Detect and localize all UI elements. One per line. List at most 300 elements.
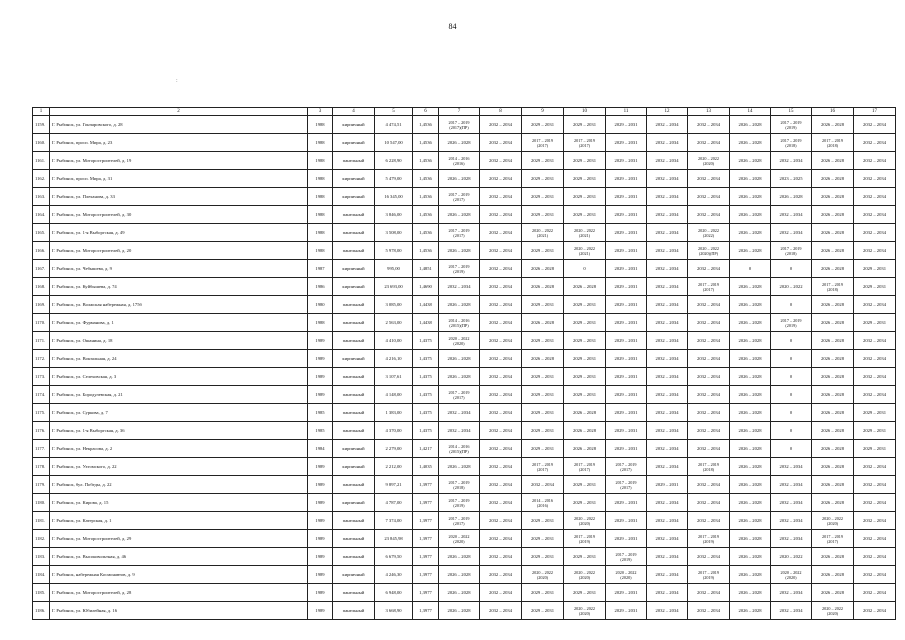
table-cell: 4 787,00 bbox=[375, 494, 413, 512]
table-cell: 2029 – 2031 bbox=[522, 422, 564, 440]
table-cell: 2026 – 2028 bbox=[812, 296, 854, 314]
table-cell: 2026 – 2028 bbox=[730, 242, 771, 260]
table-cell: 2029 – 2031 bbox=[606, 116, 647, 134]
table-cell: 2017 – 2019 (2019) bbox=[439, 494, 480, 512]
table-cell: 2032 – 2034 bbox=[647, 170, 688, 188]
table-cell: 2026 – 2028 bbox=[730, 116, 771, 134]
table-cell: 1985 bbox=[308, 422, 333, 440]
table-cell: 2029 – 2031 bbox=[606, 278, 647, 296]
table-cell: 2029 – 2031 bbox=[606, 530, 647, 548]
table-cell: Г. Рыбинск, ул. Куйбышева, д. 74 bbox=[50, 278, 308, 296]
table-cell: 2026 – 2028 bbox=[771, 188, 812, 206]
table-cell: 2029 – 2031 bbox=[854, 314, 896, 332]
table-cell: 2026 – 2028 bbox=[730, 602, 771, 620]
table-cell: 2032 – 2034 bbox=[688, 188, 730, 206]
housing-repair-table bbox=[32, 107, 896, 620]
table-cell: 2029 – 2031 bbox=[522, 386, 564, 404]
table-cell: 2026 – 2028 bbox=[812, 386, 854, 404]
table-cell: 2026 – 2028 bbox=[439, 458, 480, 476]
column-header: 6 bbox=[413, 108, 439, 116]
table-cell: 2026 – 2028 bbox=[812, 350, 854, 368]
table-cell: 2026 – 2028 bbox=[730, 476, 771, 494]
table-cell: 1175. bbox=[33, 404, 50, 422]
table-cell: 1170. bbox=[33, 314, 50, 332]
table-cell: 2029 – 2031 bbox=[522, 530, 564, 548]
table-cell: 2014 – 2016 (2015)(ПР) bbox=[439, 314, 480, 332]
table-cell: 2029 – 2031 bbox=[606, 350, 647, 368]
column-header: 11 bbox=[606, 108, 647, 116]
table-cell: 2032 – 2034 bbox=[771, 224, 812, 242]
table-cell: 2029 – 2031 bbox=[564, 188, 606, 206]
table-cell: 1,4375 bbox=[413, 332, 439, 350]
table-cell: 1988 bbox=[308, 224, 333, 242]
table-cell: 2026 – 2028 bbox=[439, 296, 480, 314]
table-cell: 2032 – 2034 bbox=[480, 170, 522, 188]
table-cell: 2029 – 2031 bbox=[522, 440, 564, 458]
table-cell: кирпичный bbox=[333, 494, 375, 512]
table-cell: Г. Рыбинск, ул. Плеханова, д. 33 bbox=[50, 188, 308, 206]
table-cell: 2032 – 2034 bbox=[647, 566, 688, 584]
table-cell: 1184. bbox=[33, 566, 50, 584]
table-cell: 1,4536 bbox=[413, 134, 439, 152]
table-cell: Г. Рыбинск, ул. Моторостроителей, д. 29 bbox=[50, 530, 308, 548]
table-cell: 2029 – 2031 bbox=[606, 332, 647, 350]
table-cell: панельный bbox=[333, 584, 375, 602]
table-cell: 2032 – 2034 bbox=[688, 548, 730, 566]
table-row bbox=[33, 170, 896, 188]
table-cell: 2032 – 2034 bbox=[688, 314, 730, 332]
table-cell: 2029 – 2031 bbox=[522, 404, 564, 422]
table-cell: 1988 bbox=[308, 242, 333, 260]
table-cell: 2026 – 2028 bbox=[812, 404, 854, 422]
table-cell: 2026 – 2028 bbox=[812, 152, 854, 170]
table-cell: 4 474,51 bbox=[375, 116, 413, 134]
table-cell: панельный bbox=[333, 476, 375, 494]
table-cell: 1,4375 bbox=[413, 350, 439, 368]
table-cell: 2026 – 2028 bbox=[730, 584, 771, 602]
table-cell: 2026 – 2028 bbox=[730, 206, 771, 224]
table-cell: 2032 – 2034 bbox=[688, 602, 730, 620]
table-cell: Г. Рыбинск, бул. Победы, д. 22 bbox=[50, 476, 308, 494]
table-cell: 2029 – 2031 bbox=[606, 314, 647, 332]
table-cell: 0 bbox=[564, 260, 606, 278]
table-cell: 1160. bbox=[33, 134, 50, 152]
table-cell: 2032 – 2034 bbox=[854, 530, 896, 548]
table-cell: 1181. bbox=[33, 512, 50, 530]
table-cell: 1988 bbox=[308, 170, 333, 188]
table-cell: 2026 – 2028 bbox=[812, 548, 854, 566]
table-cell: Г. Рыбинск, ул. Моторостроителей, д. 28 bbox=[50, 584, 308, 602]
table-cell: 2032 – 2034 bbox=[688, 296, 730, 314]
table-cell: 2029 – 2031 bbox=[564, 170, 606, 188]
table-cell: 2026 – 2028 bbox=[439, 368, 480, 386]
table-cell: 2026 – 2028 bbox=[730, 548, 771, 566]
table-cell: панельный bbox=[333, 386, 375, 404]
table-cell: 2032 – 2034 bbox=[854, 242, 896, 260]
table-cell: Г. Рыбинск, ул. Волжская набережная, д. 175б bbox=[50, 296, 308, 314]
table-cell: 2029 – 2031 bbox=[606, 206, 647, 224]
table-cell: 2026 – 2028 bbox=[730, 512, 771, 530]
table-cell: 2032 – 2034 bbox=[771, 206, 812, 224]
table-cell: 2032 – 2034 bbox=[480, 278, 522, 296]
table-cell: 2026 – 2028 bbox=[439, 548, 480, 566]
table-cell: 2029 – 2031 bbox=[606, 260, 647, 278]
stray-mark: : bbox=[176, 78, 178, 84]
table-cell: 2029 – 2031 bbox=[564, 332, 606, 350]
table-cell: панельный bbox=[333, 296, 375, 314]
table-row bbox=[33, 242, 896, 260]
table-cell: 2017 – 2019 (2017) bbox=[564, 458, 606, 476]
table-cell: 2032 – 2034 bbox=[688, 494, 730, 512]
table-cell: 2032 – 2034 bbox=[854, 368, 896, 386]
table-cell: 2029 – 2031 bbox=[522, 512, 564, 530]
table-cell: 2026 – 2028 bbox=[812, 440, 854, 458]
table-cell: 2032 – 2034 bbox=[647, 386, 688, 404]
table-cell: Г. Рыбинск, ул. Моторостроителей, д. 20 bbox=[50, 242, 308, 260]
table-cell: 2032 – 2034 bbox=[688, 206, 730, 224]
table-cell: 2026 – 2028 bbox=[812, 476, 854, 494]
table-cell: 2020 – 2022 (2021) bbox=[522, 224, 564, 242]
table-cell: 1,4375 bbox=[413, 368, 439, 386]
table-cell: 4 148,00 bbox=[375, 386, 413, 404]
table-cell: 2026 – 2028 bbox=[439, 584, 480, 602]
table-cell: 2026 – 2028 bbox=[812, 314, 854, 332]
table-cell: 2032 – 2034 bbox=[647, 350, 688, 368]
table-cell: 2029 – 2031 bbox=[854, 422, 896, 440]
table-cell: 2032 – 2034 bbox=[480, 260, 522, 278]
column-header: 10 bbox=[564, 108, 606, 116]
table-cell: панельный bbox=[333, 206, 375, 224]
table-cell: 2032 – 2034 bbox=[480, 458, 522, 476]
table-cell: 3 846,00 bbox=[375, 206, 413, 224]
table-cell: 2032 – 2034 bbox=[647, 134, 688, 152]
table-cell: 2026 – 2028 bbox=[730, 404, 771, 422]
table-cell: 1,4536 bbox=[413, 224, 439, 242]
table-cell: 1164. bbox=[33, 206, 50, 224]
table-cell: 2020 – 2022 (2020) bbox=[606, 566, 647, 584]
table-cell: Г. Рыбинск, ул. 1-я Выборгская, д. 36 bbox=[50, 422, 308, 440]
table-cell: 2014 – 2016 (2016) bbox=[439, 152, 480, 170]
table-cell: 0 bbox=[771, 386, 812, 404]
table-cell: 1,3977 bbox=[413, 476, 439, 494]
table-cell: 2029 – 2031 bbox=[606, 152, 647, 170]
table-row bbox=[33, 548, 896, 566]
table-cell: 2032 – 2034 bbox=[480, 224, 522, 242]
table-cell: 2017 – 2019 (2017) bbox=[688, 278, 730, 296]
table-cell: 2029 – 2031 bbox=[522, 296, 564, 314]
table-cell: 2017 – 2019 (2019) bbox=[688, 530, 730, 548]
table-cell: 2029 – 2031 bbox=[854, 278, 896, 296]
table-cell: Г. Рыбинск, просп. Мира, д. 31 bbox=[50, 170, 308, 188]
table-cell: 2029 – 2031 bbox=[522, 116, 564, 134]
table-cell: 1166. bbox=[33, 242, 50, 260]
table-cell: 2032 – 2034 bbox=[439, 278, 480, 296]
table-cell: 1989 bbox=[308, 548, 333, 566]
table-cell: 2032 – 2034 bbox=[480, 566, 522, 584]
table-cell: 6 679,50 bbox=[375, 548, 413, 566]
table-cell: 2020 – 2022 (2020) bbox=[812, 602, 854, 620]
table-cell: 2029 – 2031 bbox=[606, 494, 647, 512]
table-cell: 2026 – 2028 bbox=[812, 458, 854, 476]
table-cell: 2032 – 2034 bbox=[688, 350, 730, 368]
table-cell: 995,00 bbox=[375, 260, 413, 278]
table-cell: 2029 – 2031 bbox=[606, 422, 647, 440]
table-cell: 1989 bbox=[308, 584, 333, 602]
table-row bbox=[33, 278, 896, 296]
table-cell: 2029 – 2031 bbox=[606, 584, 647, 602]
column-header: 16 bbox=[812, 108, 854, 116]
table-cell: 0 bbox=[771, 260, 812, 278]
table-row bbox=[33, 602, 896, 620]
table-cell: 2029 – 2031 bbox=[564, 152, 606, 170]
table-cell: 2020 – 2022 (2020) bbox=[564, 512, 606, 530]
table-cell: 2029 – 2031 bbox=[854, 260, 896, 278]
table-cell: 2017 – 2019 (2019) bbox=[688, 566, 730, 584]
table-cell: кирпичный bbox=[333, 260, 375, 278]
table-cell: 2032 – 2034 bbox=[688, 332, 730, 350]
table-cell: 1173. bbox=[33, 368, 50, 386]
table-cell: 1 383,00 bbox=[375, 404, 413, 422]
table-cell: 1989 bbox=[308, 350, 333, 368]
table-cell: 2026 – 2028 bbox=[812, 422, 854, 440]
table-cell: 2026 – 2028 bbox=[730, 530, 771, 548]
table-cell: панельный bbox=[333, 602, 375, 620]
table-cell: 2029 – 2031 bbox=[606, 242, 647, 260]
table-cell: 2020 – 2022 (2020) bbox=[812, 512, 854, 530]
table-cell: кирпичный bbox=[333, 350, 375, 368]
table-cell: Г. Рыбинск, ул. Ошанина, д. 18 bbox=[50, 332, 308, 350]
table-cell: 2026 – 2028 bbox=[564, 278, 606, 296]
table-cell: 2032 – 2034 bbox=[688, 368, 730, 386]
table-cell: 2026 – 2028 bbox=[812, 332, 854, 350]
table-cell: кирпичный bbox=[333, 440, 375, 458]
table-cell: 0 bbox=[771, 350, 812, 368]
table-cell: 2032 – 2034 bbox=[688, 260, 730, 278]
table-cell: 5 479,00 bbox=[375, 170, 413, 188]
table-cell: 2026 – 2028 bbox=[730, 152, 771, 170]
table-cell: 2032 – 2034 bbox=[647, 368, 688, 386]
table-row bbox=[33, 440, 896, 458]
table-cell: 2026 – 2028 bbox=[812, 584, 854, 602]
table-cell: 2032 – 2034 bbox=[854, 602, 896, 620]
table-cell: 2029 – 2031 bbox=[564, 494, 606, 512]
table-cell: 1988 bbox=[308, 134, 333, 152]
table-cell: 2023 – 2025 bbox=[771, 170, 812, 188]
column-header: 2 bbox=[50, 108, 308, 116]
table-row bbox=[33, 530, 896, 548]
table-cell: 2032 – 2034 bbox=[854, 170, 896, 188]
table-cell: Г. Рыбинск, ул. Селеховская, д. 3 bbox=[50, 368, 308, 386]
table-cell: 2032 – 2034 bbox=[522, 476, 564, 494]
table-cell: 2032 – 2034 bbox=[480, 476, 522, 494]
column-header: 12 bbox=[647, 108, 688, 116]
table-cell: 2032 – 2034 bbox=[480, 152, 522, 170]
table-cell: 2029 – 2031 bbox=[606, 440, 647, 458]
table-cell: 7 374,00 bbox=[375, 512, 413, 530]
table-cell: 2032 – 2034 bbox=[480, 602, 522, 620]
table-cell: 2032 – 2034 bbox=[771, 494, 812, 512]
table-cell: 2032 – 2034 bbox=[647, 296, 688, 314]
table-cell: 2029 – 2031 bbox=[564, 296, 606, 314]
table-cell: 2029 – 2031 bbox=[564, 350, 606, 368]
table-cell: 2026 – 2028 bbox=[730, 422, 771, 440]
table-cell: 2017 – 2019 (2017) bbox=[439, 188, 480, 206]
table-cell: панельный bbox=[333, 548, 375, 566]
table-cell: 0 bbox=[771, 422, 812, 440]
table-cell: 23 845,98 bbox=[375, 530, 413, 548]
table-cell: 1168. bbox=[33, 278, 50, 296]
table-cell: 2014 – 2016 (2015)(ПР) bbox=[439, 440, 480, 458]
table-cell: 2032 – 2034 bbox=[480, 332, 522, 350]
table-cell: 2032 – 2034 bbox=[647, 332, 688, 350]
table-cell: 2017 – 2019 (2017) bbox=[606, 458, 647, 476]
table-cell: 2029 – 2031 bbox=[854, 440, 896, 458]
table-cell: 2032 – 2034 bbox=[647, 602, 688, 620]
table-row bbox=[33, 368, 896, 386]
column-header: 9 bbox=[522, 108, 564, 116]
table-row bbox=[33, 566, 896, 584]
table-cell: 2032 – 2034 bbox=[647, 584, 688, 602]
table-cell: кирпичный bbox=[333, 188, 375, 206]
table-cell: 2032 – 2034 bbox=[854, 512, 896, 530]
table-cell: 2026 – 2028 bbox=[730, 296, 771, 314]
table-cell: 2026 – 2028 bbox=[730, 440, 771, 458]
table-cell: 1989 bbox=[308, 386, 333, 404]
table-cell: 2032 – 2034 bbox=[480, 440, 522, 458]
table-cell: 2032 – 2034 bbox=[647, 530, 688, 548]
table-cell: Г. Рыбинск, ул. Чебышева, д. 9 bbox=[50, 260, 308, 278]
table-cell: 2020 – 2022 (2020) bbox=[439, 332, 480, 350]
table-cell: 2032 – 2034 bbox=[647, 548, 688, 566]
table-cell: 1183. bbox=[33, 548, 50, 566]
table-cell: 2017 – 2019 (2017) bbox=[812, 530, 854, 548]
table-cell: 2020 – 2022 (2020) bbox=[439, 530, 480, 548]
table-cell: 2026 – 2028 bbox=[439, 170, 480, 188]
table-cell: 2026 – 2028 bbox=[439, 134, 480, 152]
table-cell: 1988 bbox=[308, 206, 333, 224]
table-cell: 2026 – 2028 bbox=[812, 188, 854, 206]
table-cell: 2032 – 2034 bbox=[647, 512, 688, 530]
table-cell: 23 693,00 bbox=[375, 278, 413, 296]
table-cell: 1165. bbox=[33, 224, 50, 242]
table-cell: 2032 – 2034 bbox=[480, 422, 522, 440]
table-cell: 1159. bbox=[33, 116, 50, 134]
table-cell: 2026 – 2028 bbox=[730, 494, 771, 512]
table-cell: 2029 – 2031 bbox=[522, 170, 564, 188]
table-cell: 2032 – 2034 bbox=[854, 386, 896, 404]
table-cell: 2017 – 2019 (2018) bbox=[812, 134, 854, 152]
table-cell: 2032 – 2034 bbox=[854, 494, 896, 512]
table-cell: 2032 – 2034 bbox=[854, 116, 896, 134]
table-cell: 2026 – 2028 bbox=[730, 368, 771, 386]
table-cell: 1989 bbox=[308, 566, 333, 584]
table-cell: 2032 – 2034 bbox=[854, 188, 896, 206]
table-cell: 2029 – 2031 bbox=[606, 602, 647, 620]
table-cell: 2032 – 2034 bbox=[480, 116, 522, 134]
table-cell: Г. Рыбинск, ул. Гончаровского, д. 28 bbox=[50, 116, 308, 134]
table-cell: 1,3977 bbox=[413, 530, 439, 548]
table-cell: 2032 – 2034 bbox=[854, 350, 896, 368]
table-cell: 3 085,00 bbox=[375, 296, 413, 314]
table-cell: 2032 – 2034 bbox=[480, 242, 522, 260]
table-cell: 2017 – 2019 (2019) bbox=[771, 116, 812, 134]
table-cell: 2020 – 2022 (2021) bbox=[564, 224, 606, 242]
table-cell: 2017 – 2019 (2017) bbox=[439, 512, 480, 530]
table-cell: 2017 – 2019 (2018) bbox=[688, 458, 730, 476]
table-cell: 2017 – 2019 (2018) bbox=[771, 134, 812, 152]
table-cell: 1,4375 bbox=[413, 386, 439, 404]
table-cell: 2032 – 2034 bbox=[771, 152, 812, 170]
table-cell: 2032 – 2034 bbox=[688, 476, 730, 494]
table-cell: 2029 – 2031 bbox=[606, 188, 647, 206]
table-cell: 2026 – 2028 bbox=[439, 566, 480, 584]
table-cell: 2026 – 2028 bbox=[730, 188, 771, 206]
table-cell: 1171. bbox=[33, 332, 50, 350]
table-cell: 1989 bbox=[308, 494, 333, 512]
table-cell: 2029 – 2031 bbox=[564, 386, 606, 404]
table-cell: панельный bbox=[333, 422, 375, 440]
table-cell: 2026 – 2028 bbox=[730, 350, 771, 368]
table-cell: 6 948,00 bbox=[375, 584, 413, 602]
table-cell: 1988 bbox=[308, 188, 333, 206]
table-cell: 2029 – 2031 bbox=[606, 368, 647, 386]
table-cell: Г. Рыбинск, ул. Фурманова, д. 1 bbox=[50, 314, 308, 332]
table-cell: 2032 – 2034 bbox=[439, 404, 480, 422]
table-cell: 2020 – 2022 (2020)(ПР) bbox=[688, 242, 730, 260]
table-cell: 2026 – 2028 bbox=[439, 602, 480, 620]
table-cell: 10 547,00 bbox=[375, 134, 413, 152]
table-cell: 2032 – 2034 bbox=[854, 134, 896, 152]
header-row bbox=[33, 108, 896, 116]
table-cell: 2017 – 2019 (2018) bbox=[812, 278, 854, 296]
table-cell: 2029 – 2031 bbox=[564, 116, 606, 134]
table-cell: 2017 – 2019 (2017) bbox=[564, 134, 606, 152]
table-cell: 2032 – 2034 bbox=[480, 512, 522, 530]
table-cell: 1,3977 bbox=[413, 548, 439, 566]
table-cell: 1162. bbox=[33, 170, 50, 188]
table-row bbox=[33, 206, 896, 224]
table-row bbox=[33, 494, 896, 512]
table-cell: 2029 – 2031 bbox=[606, 224, 647, 242]
page-number: 84 bbox=[448, 22, 457, 31]
table-cell: кирпичный bbox=[333, 566, 375, 584]
table-cell: 3 668,90 bbox=[375, 602, 413, 620]
table-cell: Г. Рыбинск, просп. Мира, д. 23 bbox=[50, 134, 308, 152]
table-row bbox=[33, 350, 896, 368]
table-cell: 2032 – 2034 bbox=[647, 206, 688, 224]
table-cell: 2029 – 2031 bbox=[522, 152, 564, 170]
table-cell: 1989 bbox=[308, 368, 333, 386]
table-cell: 2029 – 2031 bbox=[606, 404, 647, 422]
table-cell: 1,4690 bbox=[413, 278, 439, 296]
table-cell: 2032 – 2034 bbox=[647, 404, 688, 422]
table-cell: Г. Рыбинск, ул. Бородулевская, д. 21 bbox=[50, 386, 308, 404]
table-cell: 2026 – 2028 bbox=[730, 458, 771, 476]
table-cell: 2032 – 2034 bbox=[647, 278, 688, 296]
table-cell: Г. Рыбинск, ул. Некрасова, д. 2 bbox=[50, 440, 308, 458]
table-cell: 2029 – 2031 bbox=[522, 332, 564, 350]
table-cell: панельный bbox=[333, 332, 375, 350]
table-cell: 2029 – 2031 bbox=[522, 548, 564, 566]
table-cell: 2026 – 2028 bbox=[564, 422, 606, 440]
table-cell: 2032 – 2034 bbox=[771, 602, 812, 620]
table-cell: 1,4438 bbox=[413, 296, 439, 314]
table-cell: 2014 – 2016 (2016) bbox=[522, 494, 564, 512]
table-cell: 1989 bbox=[308, 530, 333, 548]
table-cell: 2032 – 2034 bbox=[854, 152, 896, 170]
table-cell: 2032 – 2034 bbox=[480, 530, 522, 548]
table-row bbox=[33, 584, 896, 602]
